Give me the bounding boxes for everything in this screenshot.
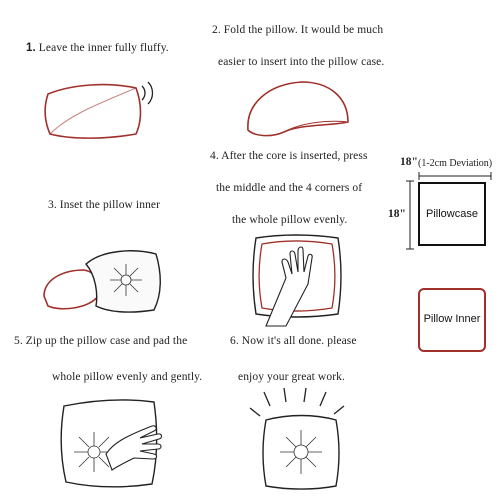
step-3-text: 3. Inset the pillow inner: [48, 199, 161, 211]
sparkle-lines: [250, 388, 344, 416]
pillow-inner-label: Pillow Inner: [423, 313, 481, 325]
height-label: 18": [388, 208, 406, 220]
fluffy-pillow-illustration: [38, 76, 158, 146]
folded-pillow-illustration: [240, 74, 360, 144]
press-pillow-illustration: [246, 228, 346, 328]
width-label: 18": [400, 156, 418, 168]
hand-icon: [266, 247, 312, 326]
hand-icon: [106, 426, 162, 470]
step-2-line-2: easier to insert into the pillow case.: [218, 56, 385, 68]
step-5-line-1: 5. Zip up the pillow case and pad the: [14, 335, 188, 347]
finished-pillow-outline: [263, 416, 339, 490]
step-4-line-3: the whole pillow evenly.: [232, 214, 348, 226]
step-5-line-2: whole pillow evenly and gently.: [52, 371, 203, 383]
deviation-note: (1-2cm Deviation): [418, 158, 493, 169]
step-6-line-1: 6. Now it's all done. please: [230, 335, 357, 347]
step-2-line-1: 2. Fold the pillow. It would be much: [212, 24, 384, 36]
folded-pillow-outline: [248, 82, 348, 136]
pillowcase-label: Pillowcase: [426, 208, 478, 220]
insert-pillow-illustration: [38, 246, 168, 318]
step-1-number: 1.: [26, 42, 36, 54]
step-1-text: [26, 42, 169, 54]
width-dimension-line: [418, 172, 492, 180]
fluffy-pillow-outline: [45, 85, 140, 139]
finished-pillow-illustration: [244, 386, 354, 494]
step-1-label: Leave the inner fully fluffy.: [38, 42, 169, 54]
step-4-line-1: 4. After the core is inserted, press: [210, 150, 368, 162]
flower-pattern: [280, 430, 322, 474]
step-4-line-2: the middle and the 4 corners of: [216, 182, 363, 194]
pillowcase-outline: [86, 251, 160, 312]
height-dimension-line: [406, 180, 414, 250]
step-6-line-2: enjoy your great work.: [238, 371, 345, 383]
zip-pillow-illustration: [54, 392, 164, 492]
inner-pillow-outline: [44, 270, 98, 309]
